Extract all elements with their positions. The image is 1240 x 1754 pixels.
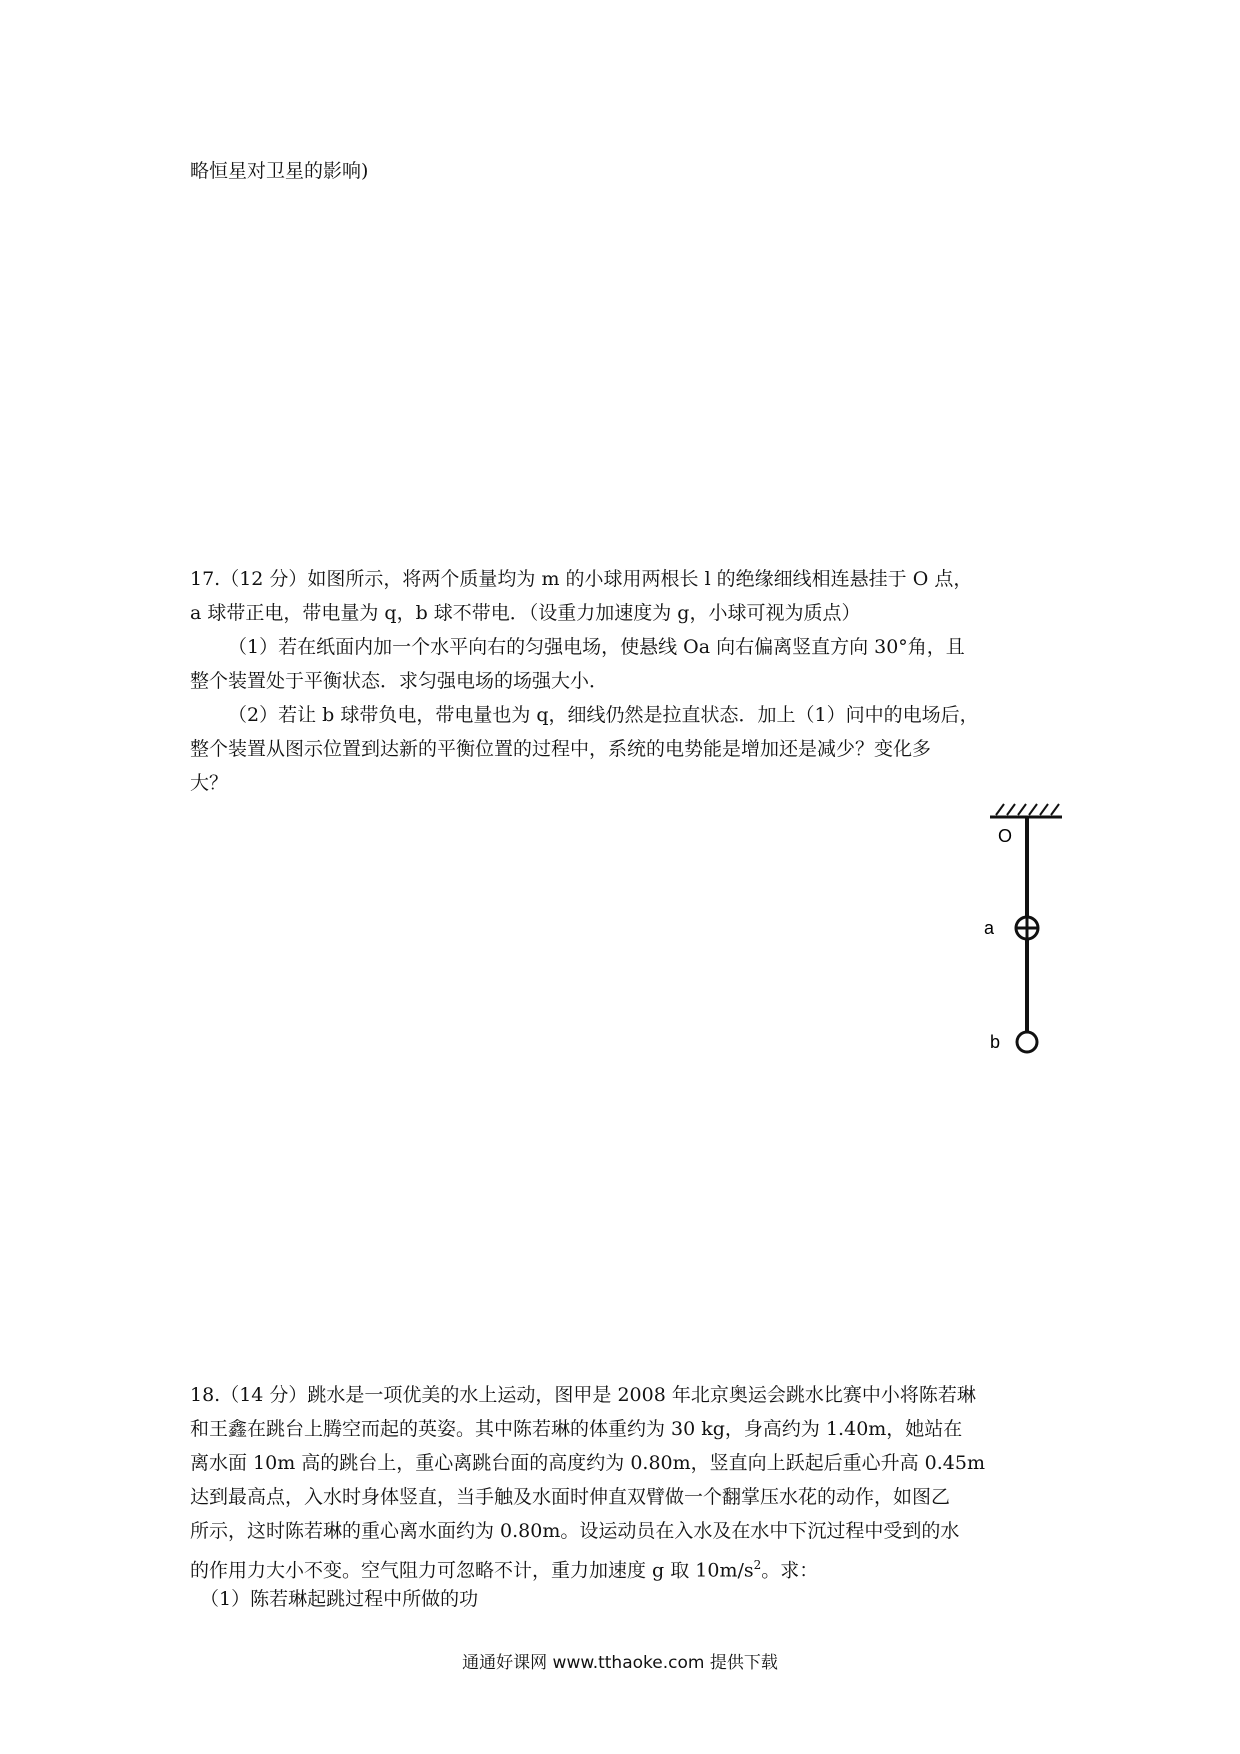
text-fragment: 略恒星对卫星的影响) <box>190 160 369 182</box>
label-o: O <box>998 826 1013 846</box>
q18-line-1: 18.（14 分）跳水是一项优美的水上运动，图甲是 2008 年北京奥运会跳水比赛中小将陈若琳 <box>190 1384 976 1406</box>
q18-line-6-text: 的作用力大小不变。空气阻力可忽略不计，重力加速度 g 取 10m/s <box>190 1559 754 1582</box>
q18-line-6 <box>190 1552 818 1583</box>
q18-line-5: 所示，这时陈若琳的重心离水面约为 0.80m。设运动员在入水及在水中下沉过程中受到的水 <box>190 1520 960 1542</box>
ceiling-hatch <box>990 804 1062 817</box>
label-a: a <box>984 918 995 938</box>
q17-line-5: （2）若让 b 球带负电，带电量也为 q，细线仍然是拉直状态．加上（1）问中的电场后， <box>228 704 979 726</box>
q17-line-1: 17.（12 分）如图所示，将两个质量均为 m 的小球用两根长 l 的绝缘细线相连悬挂于 O 点， <box>190 568 973 590</box>
pendulum-diagram <box>960 800 1080 1080</box>
q17-line-3: （1）若在纸面内加一个水平向右的匀强电场，使悬线 Oa 向右偏离竖直方向 30°角，且 <box>228 636 965 658</box>
q18-line-3: 离水面 10m 高的跳台上，重心离跳台面的高度约为 0.80m，竖直向上跃起后重心升高 0.45m <box>190 1452 985 1474</box>
q18-line-4: 达到最高点，入水时身体竖直，当手触及水面时伸直双臂做一个翻掌压水花的动作，如图乙 <box>190 1486 951 1508</box>
label-b: b <box>990 1032 1001 1052</box>
q17-line-6: 整个装置从图示位置到达新的平衡位置的过程中，系统的电势能是增加还是减少？变化多 <box>190 738 932 760</box>
footer-credit: 通通好课网 www.tthaoke.com 提供下载 <box>462 1653 778 1673</box>
q18-line-7: （1）陈若琳起跳过程中所做的功 <box>200 1588 479 1610</box>
ball-b <box>1017 1032 1037 1052</box>
q17-line-4: 整个装置处于平衡状态．求匀强电场的场强大小． <box>190 670 609 692</box>
ball-a-positive <box>1016 917 1038 939</box>
q18-line-2: 和王鑫在跳台上腾空而起的英姿。其中陈若琳的体重约为 30 kg，身高约为 1.40m，她站在 <box>190 1418 963 1440</box>
q18-line-6-tail: 。求： <box>761 1559 819 1582</box>
superscript-2: 2 <box>753 1558 762 1572</box>
q17-line-2: a 球带正电，带电量为 q，b 球不带电．（设重力加速度为 g，小球可视为质点） <box>190 602 861 624</box>
q17-line-7: 大？ <box>190 772 229 794</box>
